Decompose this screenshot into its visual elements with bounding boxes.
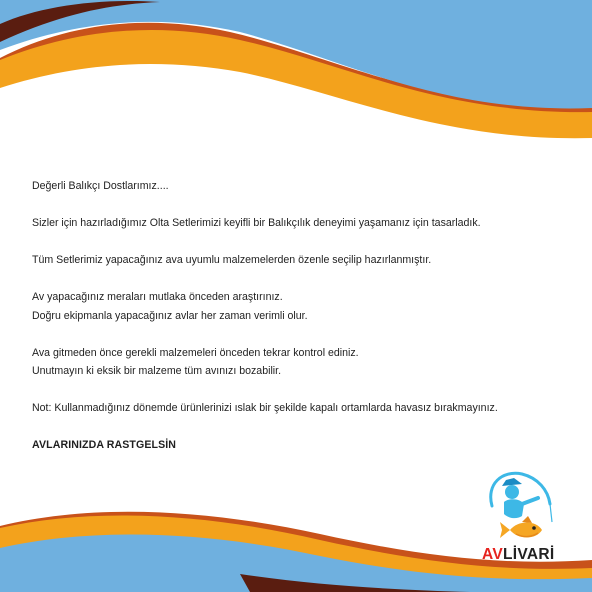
greeting: Değerli Balıkçı Dostlarımız.... — [32, 180, 169, 192]
brand-logo-text — [482, 546, 554, 564]
closing-greeting: AVLARINIZDA RASTGELSİN — [32, 439, 177, 451]
storage-note: Not: Kullanmadığınız dönemde ürünlerinizi ıslak bir şekilde kapalı ortamlarda havasız bırakmayınız. — [32, 402, 498, 414]
paragraph-check-materials: Ava gitmeden önce gerekli malzemeleri önceden tekrar kontrol ediniz. — [32, 346, 359, 359]
paragraph-equipment: Doğru ekipmanla yapacağınız avlar her zaman verimli olur. — [32, 309, 308, 322]
paragraph-research: Av yapacağınız meraları mutlaka önceden araştırınız. — [32, 291, 283, 303]
brand-part-av: AV — [482, 546, 503, 563]
paragraph-materials: Tüm Setlerimiz yapacağınız ava uyumlu malzemelerden özenle seçilip hazırlanmıştır. — [32, 254, 432, 266]
letter-body — [32, 177, 572, 455]
paragraph-sets-designed: Sizler için hazırladığımız Olta Setlerimizi keyifli bir Balıkçılık deneyimi yaşamanız için tasarladık. — [32, 217, 481, 229]
brand-part-livari: LİVARİ — [502, 546, 555, 563]
paragraph-missing-material: Unutmayın ki eksik bir malzeme tüm avınızı bozabilir. — [32, 365, 282, 377]
